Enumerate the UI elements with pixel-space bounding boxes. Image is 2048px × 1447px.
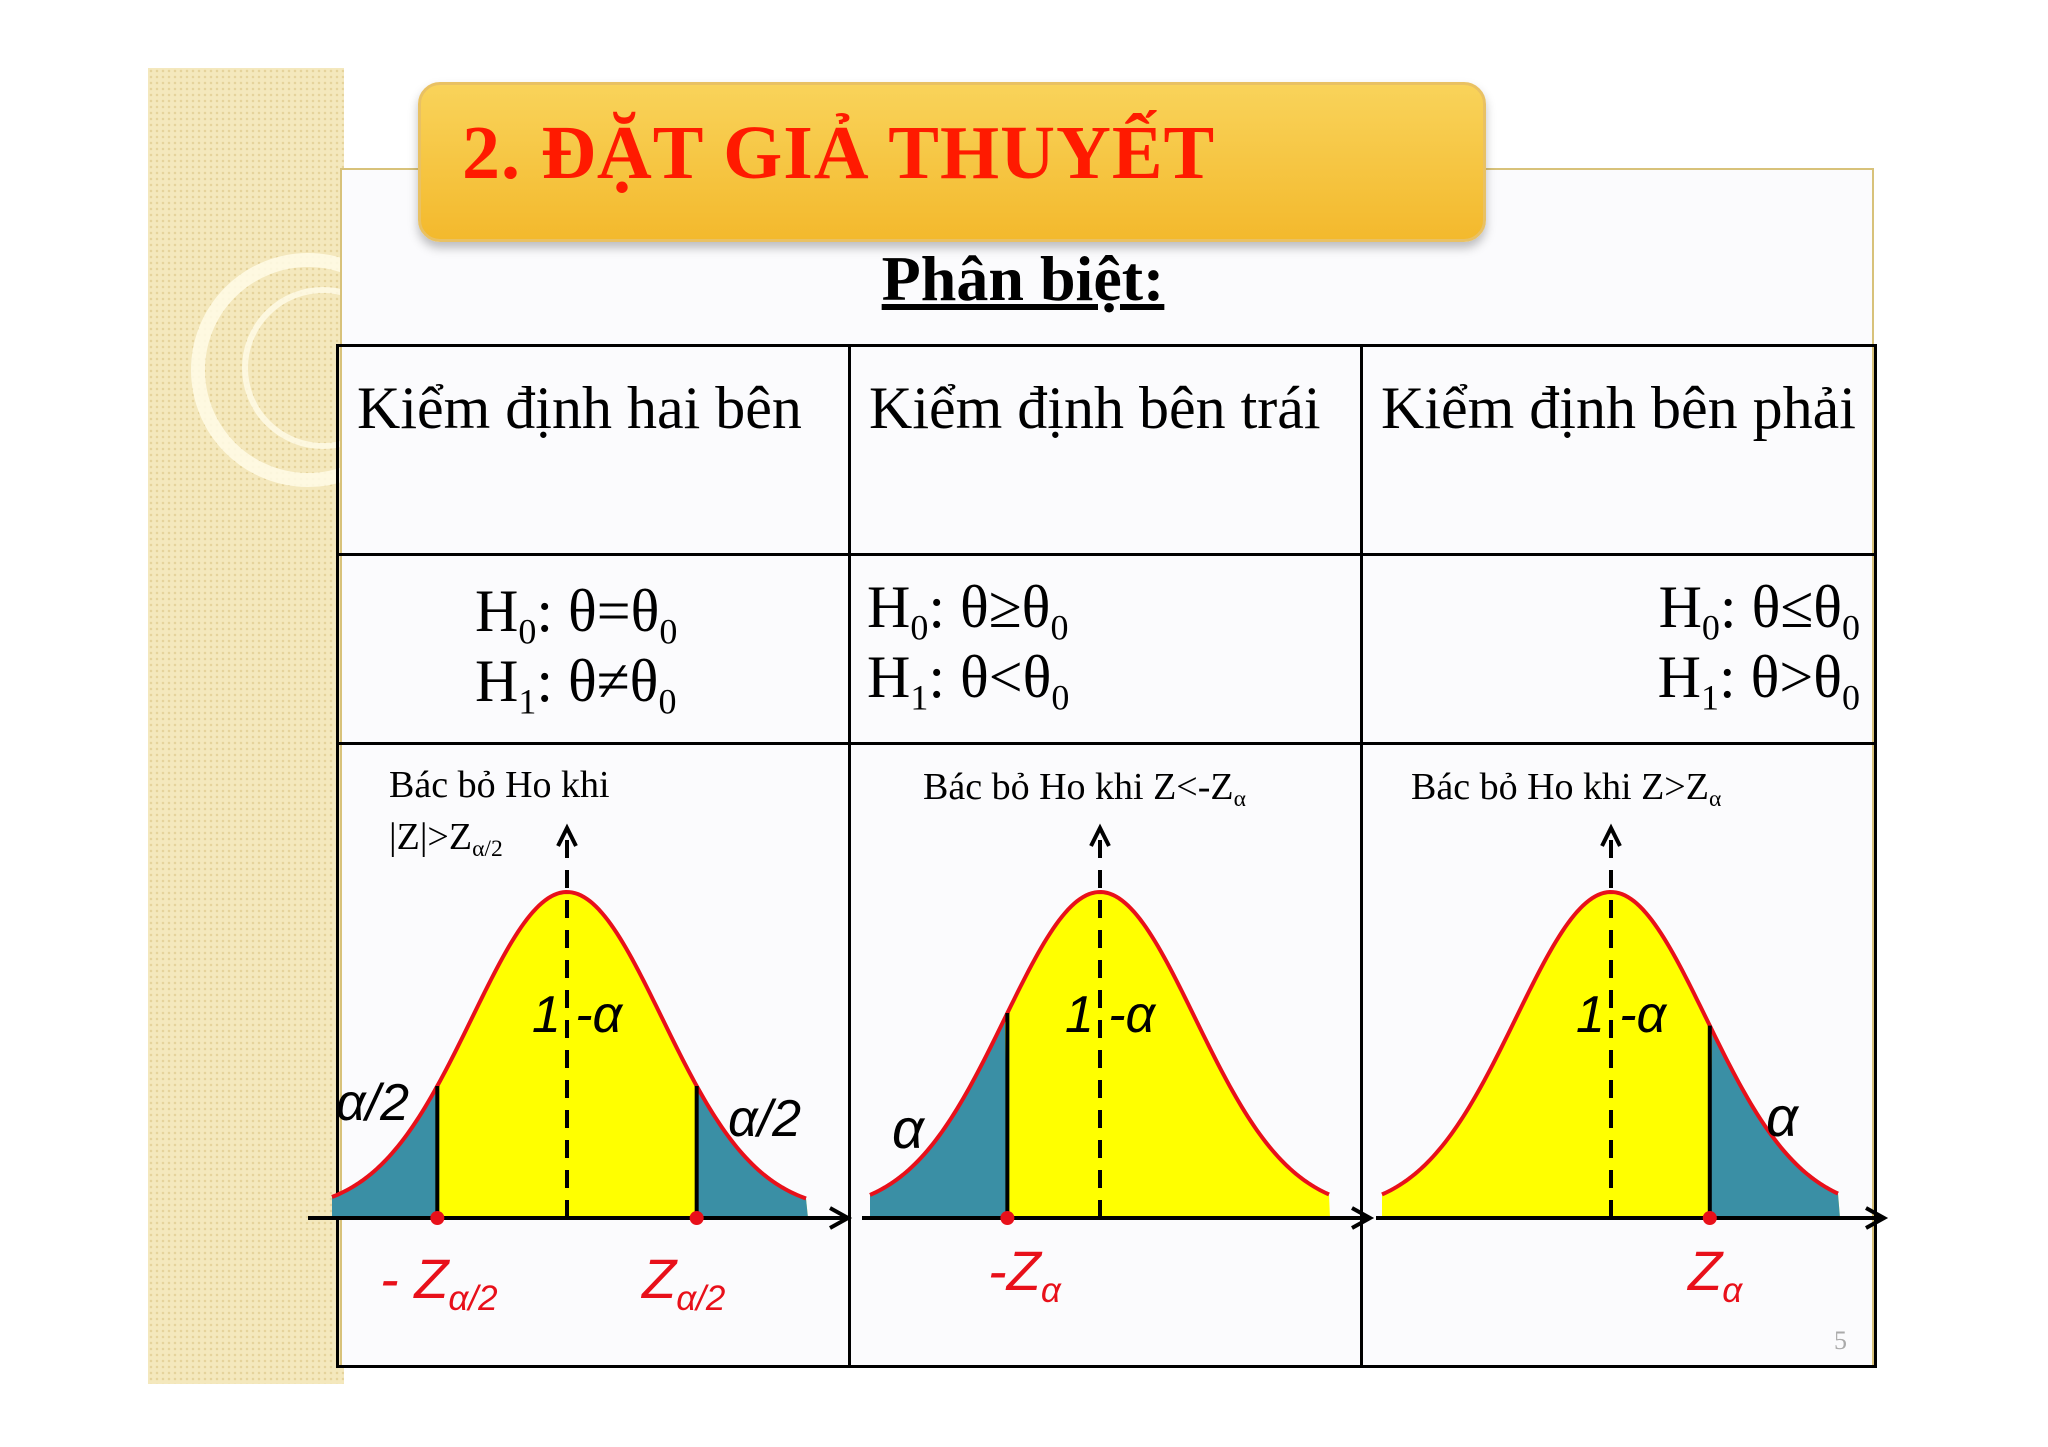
reject-rule-left-sided: Bác bỏ Ho khi $Z<-Z_\alpha$	[923, 766, 1246, 813]
critical-point-0-0	[430, 1211, 444, 1225]
critical-label-left-sided: $-Z_\alpha$	[988, 1239, 1061, 1310]
h1-left-sided: $H_1$: $\theta<\theta_0$	[867, 644, 1070, 718]
subtitle-text: Phân biệt:	[881, 243, 1165, 314]
right-tail-label: α/2	[728, 1090, 802, 1148]
h0-two-sided: $H_0$: $\theta=\theta_0$	[475, 578, 678, 652]
slide-title: 2. ĐẶT GIẢ THUYẾT	[462, 111, 1216, 195]
left-tail-region	[870, 1018, 1007, 1218]
h0-right-sided: $H_0$: $\theta\le\theta_0$	[1658, 574, 1860, 648]
reject-rule-right-sided: Bác bỏ Ho khi $Z>Z_\alpha$	[1411, 766, 1722, 813]
h1-two-sided: $H_1$: $\theta\ne\theta_0$	[475, 648, 677, 722]
header-right-sided: Kiểm định bên phải	[1362, 346, 1876, 555]
h0-left-sided: $H_0$: $\theta\ge\theta_0$	[867, 574, 1069, 648]
tail-label-right-sided: α	[1766, 1085, 1798, 1148]
right-critical-label: $Z_{\alpha/2}$	[642, 1247, 726, 1318]
critical-point-2-0	[1703, 1211, 1717, 1225]
left-tail-label: α/2	[336, 1074, 410, 1132]
tail-label-left-sided: α	[892, 1097, 924, 1160]
reject-rule-two-sided: Bác bỏ Ho khi $|Z|>Z_{\alpha/2}$	[389, 764, 610, 863]
critical-point-0-1	[690, 1211, 704, 1225]
header-left-sided: Kiểm định bên trái	[850, 346, 1362, 555]
page-number: 5	[1834, 1326, 1847, 1355]
acceptance-label-0: 1 -α	[531, 986, 623, 1044]
header-two-sided: Kiểm định hai bên	[338, 346, 850, 555]
left-critical-label: - $Z_{\alpha/2}$	[380, 1247, 498, 1318]
critical-label-right-sided: $Z_\alpha$	[1688, 1239, 1743, 1310]
critical-point-1-0	[1000, 1211, 1014, 1225]
acceptance-label-2: 1 -α	[1575, 986, 1667, 1044]
h1-right-sided: $H_1$: $\theta>\theta_0$	[1657, 644, 1860, 718]
acceptance-label-1: 1 -α	[1064, 986, 1156, 1044]
